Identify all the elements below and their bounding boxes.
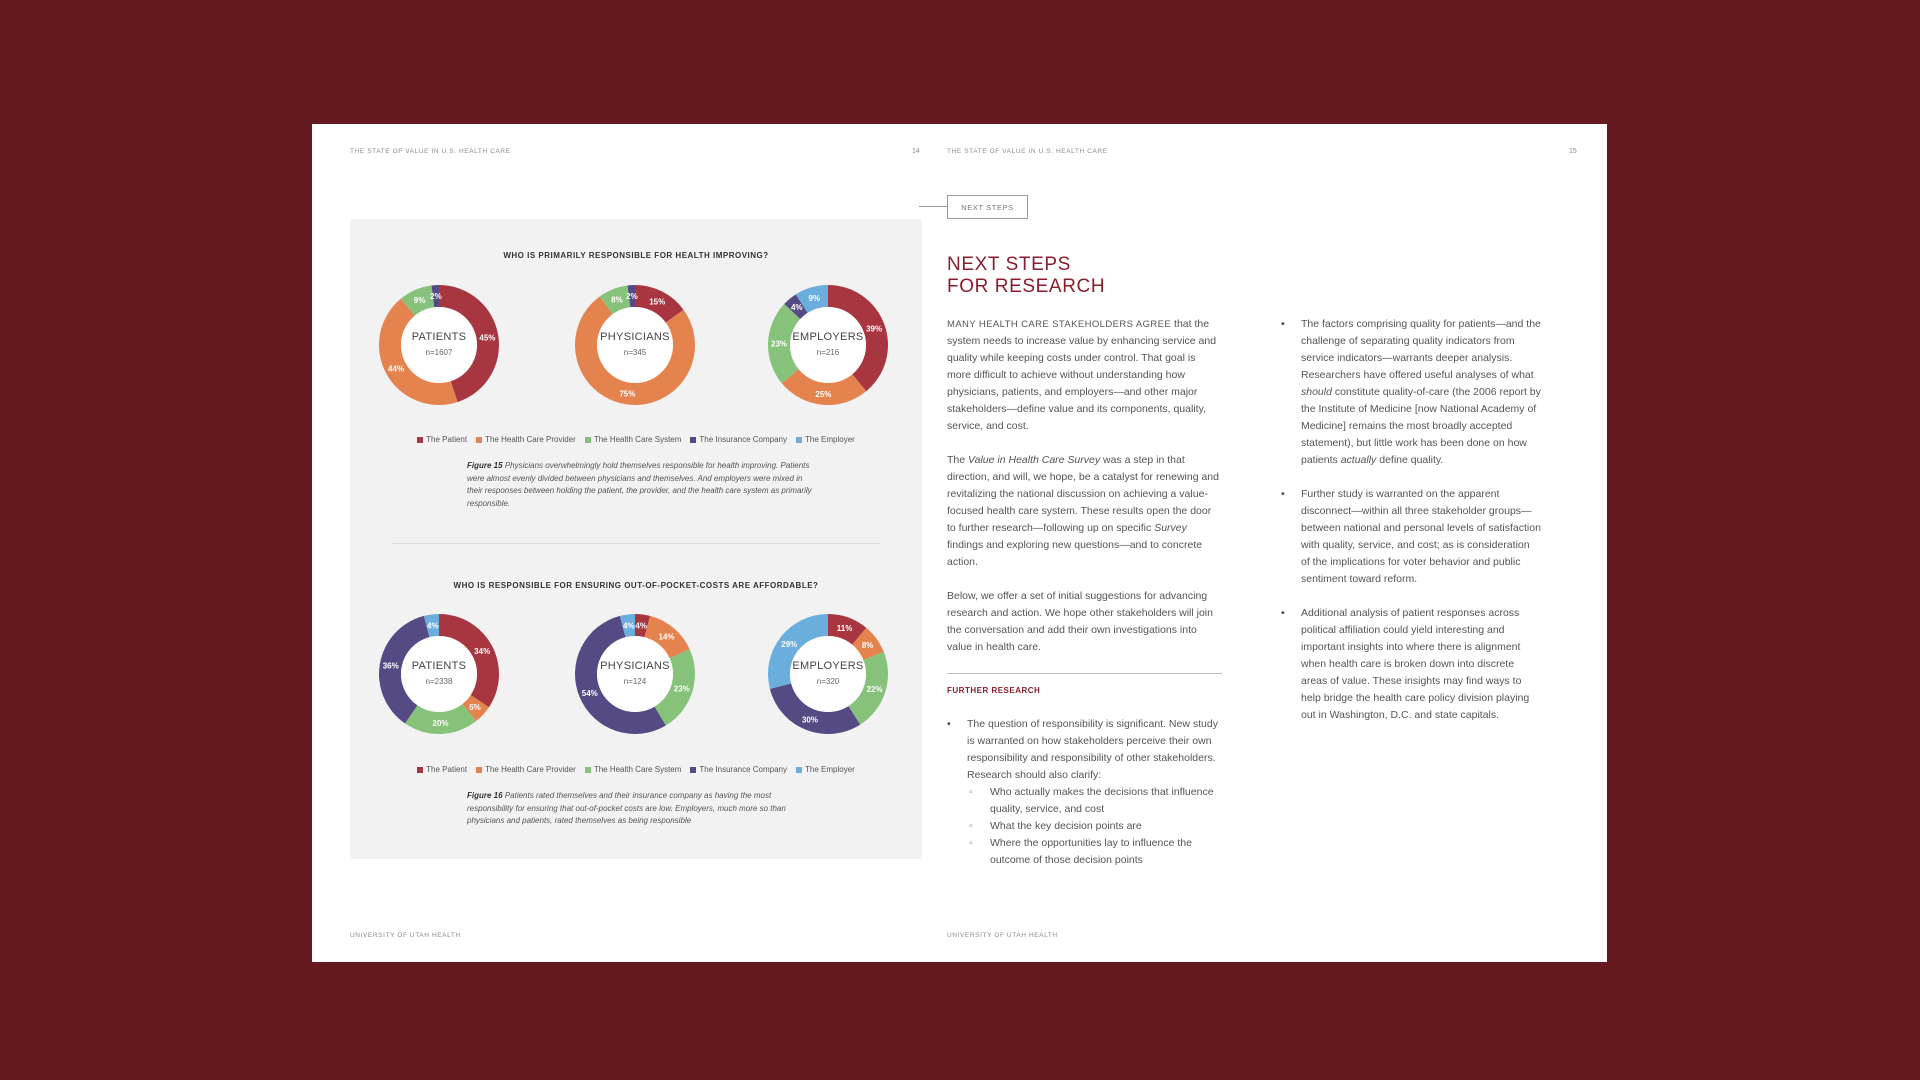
paragraph-text: The xyxy=(947,454,969,466)
slice-data-label: 39% xyxy=(866,324,883,334)
legend-label: The Employer xyxy=(805,765,855,774)
legend-swatch xyxy=(585,767,591,773)
caption-label: Figure 16 xyxy=(467,791,503,800)
donut-chart-svg xyxy=(768,285,888,405)
slice-data-label: 8% xyxy=(861,641,874,651)
legend-swatch xyxy=(476,437,482,443)
sub-list-item: ◦ What the key decision points are xyxy=(967,818,1222,835)
lead-in-text: MANY HEALTH CARE STAKEHOLDERS AGREE xyxy=(947,319,1172,330)
donut-sample-size: n=124 xyxy=(623,677,647,686)
page-footer: UNIVERSITY OF UTAH HEALTH xyxy=(350,932,461,939)
paragraph-text: findings and exploring new questions—and to concrete action. xyxy=(947,539,1203,568)
bullet-text: The factors comprising quality for patients—and the challenge of separating quality indicators from service indicators—warrants deeper analysis. Researchers have offered useful analyses of what xyxy=(1301,318,1541,381)
slice-data-label: 23% xyxy=(771,339,788,349)
figure-16-title: WHO IS RESPONSIBLE FOR ENSURING OUT-OF-POCKET-COSTS ARE AFFORDABLE? xyxy=(453,581,819,590)
slice-data-label: 25% xyxy=(815,389,832,399)
list-item xyxy=(1281,316,1541,469)
donut-hole xyxy=(790,307,866,383)
legend-item-provider xyxy=(476,765,576,774)
donut-hole xyxy=(597,636,673,712)
caption-label: Figure 15 xyxy=(467,461,503,470)
slice-data-label: 75% xyxy=(619,389,636,399)
donut-center-label: EMPLOYERS xyxy=(792,660,864,672)
slice-data-label: 8% xyxy=(611,295,623,305)
slice-data-label: 2% xyxy=(430,292,442,302)
emphasis: actually xyxy=(1340,454,1377,466)
donut-patients-health xyxy=(379,285,499,405)
legend-swatch xyxy=(796,437,802,443)
running-header: THE STATE OF VALUE IN U.S. HEALTH CARE xyxy=(350,148,511,155)
caption-text: Physicians overwhelmingly hold themselves responsible for health improving. Patients were almost evenly divided between physicians and themselves. And employers were mixed in their responses between holding the patient, the provider, and the health care system as primarily responsible. xyxy=(467,461,812,508)
body-column-2 xyxy=(1281,316,1541,741)
slice-data-label: 4% xyxy=(623,621,635,631)
figure-panel xyxy=(350,219,922,859)
slice-data-label: 9% xyxy=(413,296,426,306)
donut-center-label: PHYSICIANS xyxy=(600,660,670,672)
slice-data-label: 36% xyxy=(382,661,399,671)
caption-text: Patients rated themselves and their insurance company as having the most responsibility for ensuring that out-of-pocket costs are low. Employers, much more so than physicians and patients, rated themselves as being responsible xyxy=(467,791,786,825)
donut-center-label: EMPLOYERS xyxy=(792,331,864,343)
tag-connector-line xyxy=(919,206,947,207)
sub-list-item: ◦ Who actually makes the decisions that influence quality, service, and cost xyxy=(967,784,1222,818)
legend-swatch xyxy=(796,767,802,773)
list-item: • Further study is warranted on the apparent disconnect—within all three stakeholder groups—between national and personal levels of satisfaction with quality, service, and cost; as is consideration of the implications for voter behavior and public sentiment toward reform. xyxy=(1281,486,1541,588)
headline-line-2: FOR RESEARCH xyxy=(947,276,1106,297)
donut-hole xyxy=(401,636,477,712)
further-research-heading: FURTHER RESEARCH xyxy=(947,673,1222,699)
slice-data-label: 45% xyxy=(479,333,496,343)
legend-label: The Patient xyxy=(426,765,468,774)
slice-data-label: 20% xyxy=(432,718,449,728)
legend-item-employer xyxy=(796,435,855,444)
slice-data-label: 4% xyxy=(427,621,439,631)
paragraph-text: was a step in that direction, and will, we hope, be a catalyst for renewing and revitalizing the national discussion on achieving a value-focused health care system. These results open the door to further research—following up on specific xyxy=(947,454,1219,534)
slice-data-label: 23% xyxy=(673,684,690,694)
donut-physicians-health xyxy=(575,285,695,405)
legend-label: The Health Care Provider xyxy=(485,435,576,444)
page-number: 14 xyxy=(912,148,920,155)
donut-chart-svg xyxy=(575,614,695,734)
donut-center-label: PATIENTS xyxy=(411,660,467,672)
sub-list-item: ◦ Where the opportunities lay to influence the outcome of those decision points xyxy=(967,835,1222,869)
donut-patients-costs xyxy=(379,614,499,734)
slice-data-label: 30% xyxy=(801,715,818,725)
section-tag: NEXT STEPS xyxy=(947,195,1028,219)
donut-hole xyxy=(597,307,673,383)
survey-paragraph xyxy=(947,452,1222,571)
paragraph-text: that the system needs to increase value by enhancing service and quality while keeping costs under control. That goal is more difficult to achieve without understanding how physicians, patients, and employers—and other major stakeholders—define value and its components, quality, service, and cost. xyxy=(947,318,1217,432)
emphasis: should xyxy=(1301,386,1332,398)
slice-data-label: 29% xyxy=(781,639,798,649)
figure-16-caption xyxy=(467,790,812,828)
slice-data-label: 4% xyxy=(635,621,647,631)
donut-employers-health xyxy=(768,285,888,405)
slice-data-label: 11% xyxy=(836,623,853,633)
legend-item-employer xyxy=(796,765,855,774)
list-item: • Additional analysis of patient responses across political affiliation could yield interesting and important insights into where there is alignment when health care is broken down into discrete areas of value. These insights may find ways to help bridge the health care policy division playing out in Washington, D.C. and state capitals. xyxy=(1281,605,1541,724)
slice-data-label: 22% xyxy=(866,685,883,695)
slice-data-label: 14% xyxy=(658,632,675,642)
slice-data-label: 2% xyxy=(626,292,638,302)
bullet-text: define quality. xyxy=(1376,454,1444,466)
slice-data-label: 5% xyxy=(469,703,481,713)
headline-line-1: NEXT STEPS xyxy=(947,254,1071,275)
slice-data-label: 4% xyxy=(790,303,803,313)
donut-sample-size: n=216 xyxy=(816,348,840,357)
donut-sample-size: n=345 xyxy=(623,348,647,357)
donut-physicians-costs xyxy=(575,614,695,734)
legend-swatch xyxy=(476,767,482,773)
research-bullet-list-2 xyxy=(1281,316,1541,724)
legend-item-patient xyxy=(417,435,467,444)
legend-figure-15 xyxy=(350,435,922,444)
legend-label: The Patient xyxy=(426,435,468,444)
donut-chart-svg xyxy=(379,285,499,405)
intro-paragraph xyxy=(947,316,1222,435)
legend-label: The Health Care System xyxy=(593,765,682,774)
legend-label: The Health Care Provider xyxy=(485,765,576,774)
donut-sample-size: n=2338 xyxy=(425,677,453,686)
donut-chart-svg xyxy=(575,285,695,405)
legend-swatch xyxy=(585,437,591,443)
slice-data-label: 9% xyxy=(808,293,821,303)
legend-swatch xyxy=(417,767,423,773)
page-number: 15 xyxy=(1569,148,1577,155)
bullet-text: The question of responsibility is significant. New study is warranted on how stakeholders perceive their own responsibility and responsibility of other stakeholders. Research should also clarify: xyxy=(967,718,1218,781)
legend-item-system xyxy=(585,435,682,444)
legend-item-insurance xyxy=(690,435,787,444)
body-column-1 xyxy=(947,316,1222,886)
legend-item-provider xyxy=(476,435,576,444)
legend-label: The Health Care System xyxy=(593,435,682,444)
legend-item-patient xyxy=(417,765,467,774)
donut-sample-size: n=1607 xyxy=(425,348,453,357)
left-page xyxy=(312,124,959,962)
legend-swatch xyxy=(690,437,696,443)
survey-title: Value in Health Care Survey xyxy=(968,454,1101,466)
survey-word: Survey xyxy=(1154,522,1187,534)
legend-label: The Employer xyxy=(805,435,855,444)
figure-15-title: WHO IS PRIMARILY RESPONSIBLE FOR HEALTH IMPROVING? xyxy=(503,251,769,260)
slice-data-label: 54% xyxy=(581,688,598,698)
bullet-text: constitute quality-of-care (the 2006 report by the Institute of Medicine [now National Academy of Medicine] remains the most broadly accepted statement), but little work has been done on how patients xyxy=(1301,386,1541,466)
list-item xyxy=(947,716,1222,869)
legend-label: The Insurance Company xyxy=(699,765,788,774)
donut-hole xyxy=(790,636,866,712)
figure-divider xyxy=(392,543,880,544)
legend-figure-16 xyxy=(350,765,922,774)
legend-swatch xyxy=(417,437,423,443)
legend-swatch xyxy=(690,767,696,773)
donut-center-label: PATIENTS xyxy=(411,331,467,343)
legend-item-insurance xyxy=(690,765,787,774)
donut-center-label: PHYSICIANS xyxy=(600,331,670,343)
right-page xyxy=(947,124,1607,962)
section-headline xyxy=(947,254,1247,298)
donut-chart-svg xyxy=(379,614,499,734)
figure-15-caption xyxy=(467,460,812,510)
slice-data-label: 34% xyxy=(474,646,491,656)
donut-sample-size: n=320 xyxy=(816,677,840,686)
sub-bullet-list xyxy=(967,784,1222,869)
running-header: THE STATE OF VALUE IN U.S. HEALTH CARE xyxy=(947,148,1108,155)
donut-hole xyxy=(401,307,477,383)
slice-data-label: 15% xyxy=(649,297,666,307)
slice-data-label: 44% xyxy=(388,364,405,374)
donut-employers-costs xyxy=(768,614,888,734)
page-footer: UNIVERSITY OF UTAH HEALTH xyxy=(947,932,1058,939)
research-bullet-list xyxy=(947,716,1222,869)
legend-item-system xyxy=(585,765,682,774)
suggestions-paragraph: Below, we offer a set of initial suggestions for advancing research and action. We hope other stakeholders will join the conversation and add their own investigations into value in health care. xyxy=(947,590,1213,653)
donut-chart-svg xyxy=(768,614,888,734)
document-spread xyxy=(312,124,1607,962)
legend-label: The Insurance Company xyxy=(699,435,788,444)
